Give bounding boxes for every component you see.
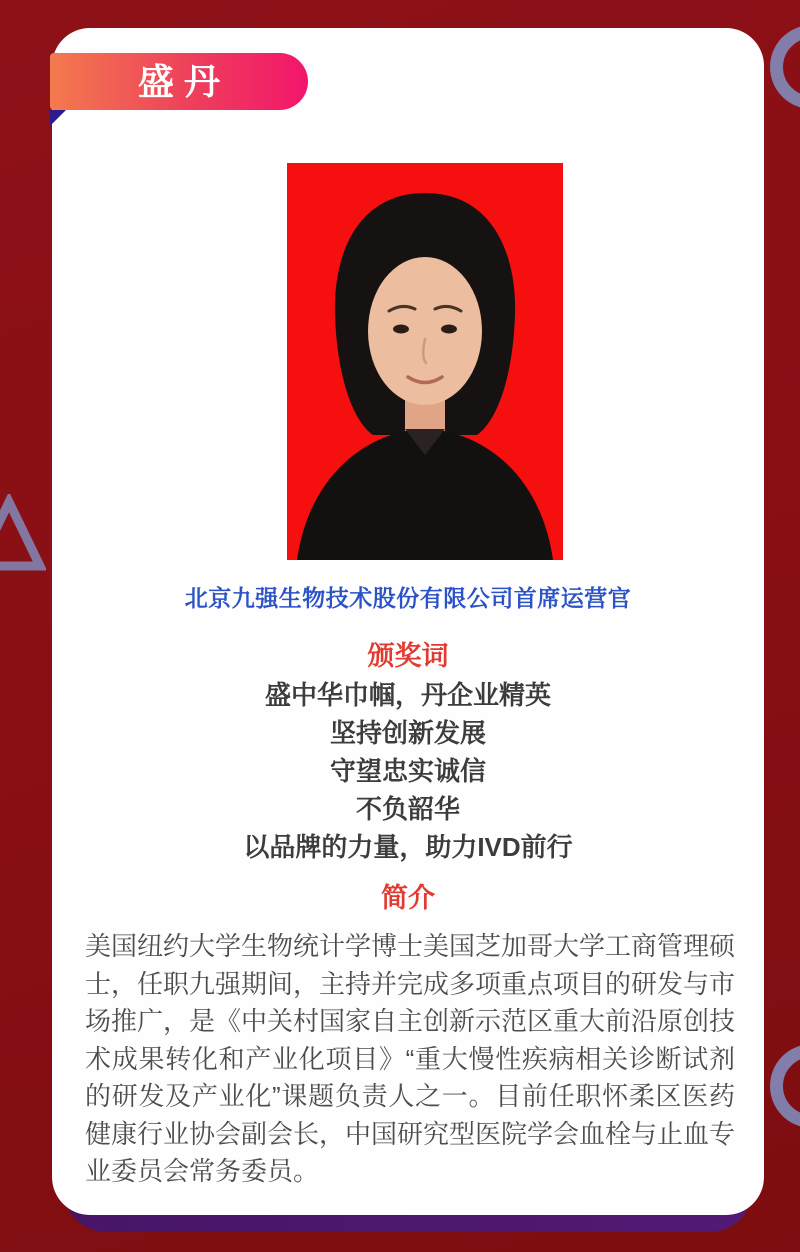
award-heading: 颁奖词 — [367, 641, 449, 671]
person-name: 盛丹 — [137, 60, 230, 102]
award-line: 以品牌的力量，助力IVD前行 — [243, 832, 573, 862]
award-line: 不负韶华 — [355, 794, 460, 824]
portrait-illustration — [287, 163, 563, 560]
badge-fold-triangle — [50, 110, 66, 126]
portrait-photo — [287, 163, 563, 560]
award-lines — [52, 676, 764, 866]
intro-text: 美国纽约大学生物统计学博士美国芝加哥大学工商管理硕士，任职九强期间，主持并完成多项重点项目的研发与市场推广，是《中关村国家自主创新示范区重大前沿原创技术成果转化和产业化项目》“重大慢性疾病相关诊断试剂的研发及产业化”课题负责人之一。目前任职怀柔区医药健康行业协会副会长，中国研究型医院学会血栓与止血专业委员会常务委员。 — [85, 931, 736, 1186]
triangle-decoration-icon — [0, 494, 46, 578]
award-line: 盛中华巾帼，丹企业精英 — [264, 680, 551, 710]
intro-heading: 简介 — [381, 883, 435, 913]
profile-card — [52, 28, 764, 1215]
award-line: 坚持创新发展 — [329, 718, 486, 748]
name-badge — [50, 53, 308, 110]
c-ring-decoration-icon — [770, 1044, 800, 1128]
award-line: 守望忠实诚信 — [329, 756, 486, 786]
person-title: 北京九强生物技术股份有限公司首席运营官 — [184, 585, 632, 611]
c-ring-decoration-icon — [770, 25, 800, 109]
